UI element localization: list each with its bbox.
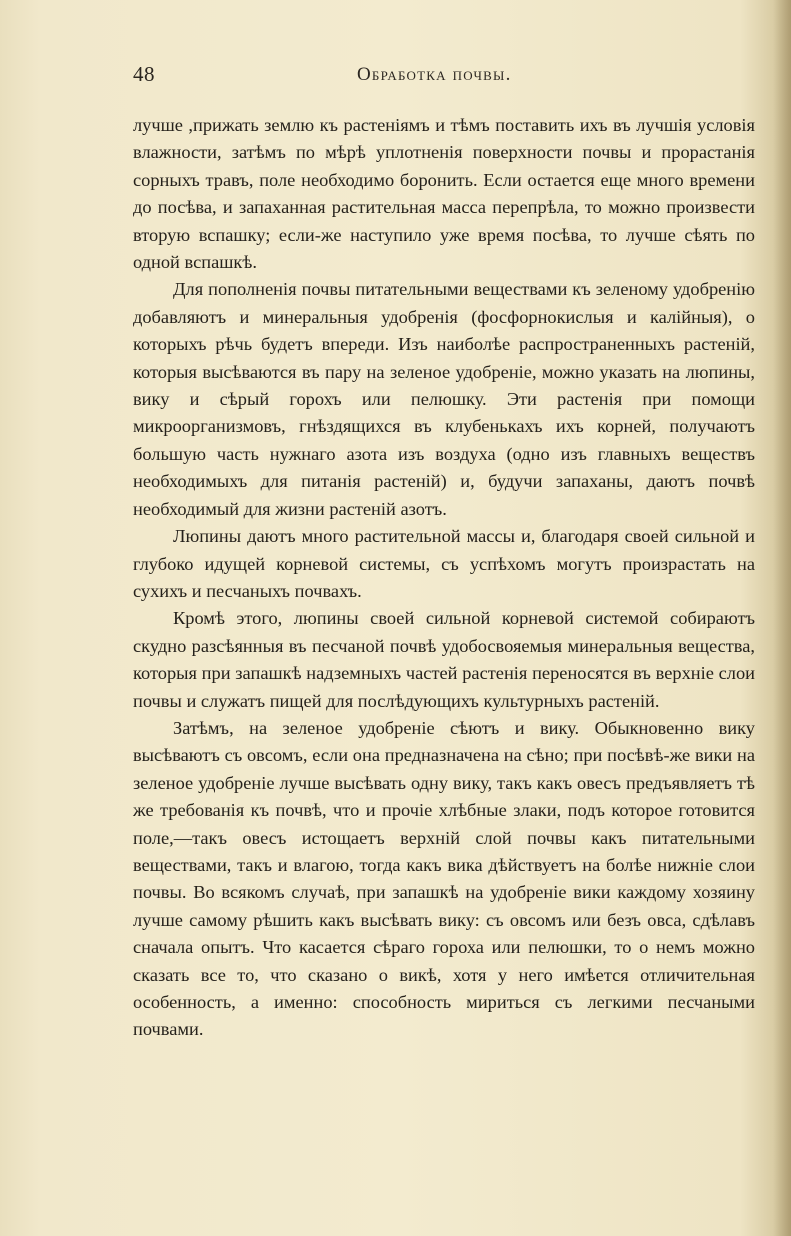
paragraph-lupines: Люпины даютъ много растительной массы и, благодаря своей сильной и глубоко идущей корневой системы, съ успѣхомъ могутъ произрастать на сухихъ и песчаныхъ почвахъ.	[133, 526, 755, 601]
page-edge-shadow	[773, 0, 791, 1236]
paragraph-continuation: лучше ,прижать землю къ растеніямъ и тѣмъ поставить ихъ въ лучшія условія влажности, затѣмъ по мѣрѣ уплотненія поверхности почвы и прорастанія сорныхъ травъ, поле необходимо боронить. Если остается еще много времени до посѣва, и запаханная растительная масса перепрѣла, то можно произвести вторую вспашку; если-же наступило уже время посѣва, то лучше сѣять по одной вспашкѣ.	[133, 115, 755, 273]
page-number: 48	[133, 62, 155, 86]
body-text	[133, 112, 755, 1044]
paragraph-vetch: Затѣмъ, на зеленое удобреніе сѣютъ и вику. Обыкновенно вику высѣваютъ съ овсомъ, если она предназначена на сѣно; при посѣвѣ-же вики на зеленое удобреніе лучше высѣвать одну вику, такъ какъ овесъ предъявляетъ тѣ же требованія къ почвѣ, что и прочіе хлѣбные злаки, подъ которое готовится поле,—такъ овесъ истощаетъ верхній слой почвы какъ питательными веществами, такъ и влагою, тогда какъ вика дѣйствуетъ на болѣе нижніе слои почвы. Во всякомъ случаѣ, при запашкѣ на удобреніе вики каждому хозяину лучше самому рѣшить какъ высѣвать вику: съ овсомъ или безъ овса, сдѣлавъ сначала опытъ. Что касается сѣраго гороха или пелюшки, то о немъ можно сказать все то, что сказано о викѣ, хотя у него имѣется отличительная особенность, а именно: способность мириться съ легкими песчаными почвами.	[133, 717, 755, 1040]
running-title: Обработка почвы.	[357, 64, 512, 85]
paragraph-green-manure-supplements: Для пополненія почвы питательными веществами къ зеленому удобренію добавляютъ и минеральныя удобренія (фосфорнокислыя и калійныя), о которыхъ рѣчь будетъ впереди. Изъ наиболѣе распространенныхъ растеній, которыя высѣваются въ пару на зеленое удобреніе, можно указать на люпины, вику и сѣрый горохъ или пелюшку. Эти растенія при помощи микроорганизмовъ, гнѣздящихся въ клубенькахъ ихъ корней, получаютъ большую часть нужнаго азота изъ воздуха (одно изъ главныхъ веществъ необходимыхъ для питанія растеній) и, будучи запаханы, даютъ почвѣ необходимый для жизни растеній азотъ.	[133, 279, 755, 519]
running-head	[133, 62, 753, 96]
paragraph-lupine-roots: Кромѣ этого, люпины своей сильной корневой системой собираютъ скудно разсѣянныя въ песчаной почвѣ удобосвояемыя минеральныя вещества, которыя при запашкѣ надземныхъ частей растенія переносятся въ верхніе слои почвы и служатъ пищей для послѣдующихъ культурныхъ растеній.	[133, 608, 755, 711]
